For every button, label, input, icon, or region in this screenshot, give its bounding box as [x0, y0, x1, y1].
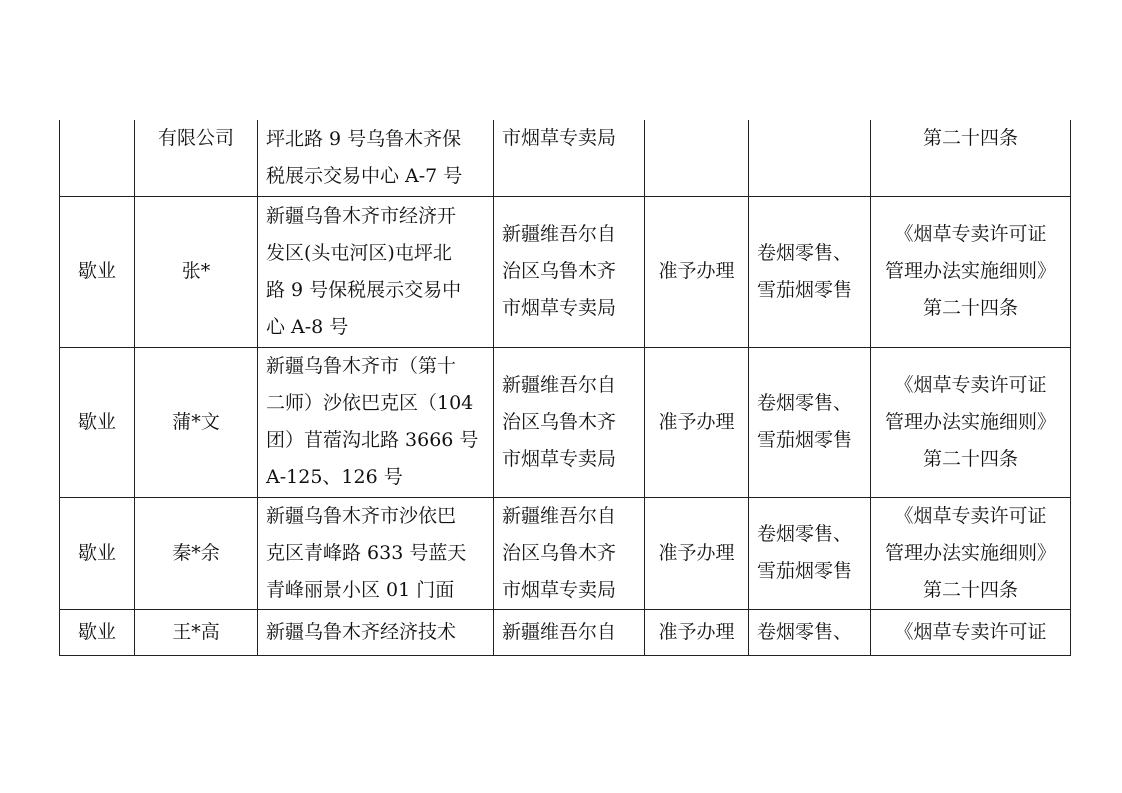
basis-line: 第二十四条 — [922, 127, 1018, 149]
basis-cell — [871, 347, 1071, 497]
authority-cell — [494, 609, 645, 655]
table-row — [60, 347, 1071, 497]
authority-line: 市烟草专卖局 — [502, 578, 617, 601]
scope-line: 雪茄烟零售 — [757, 560, 853, 582]
authority-cell — [494, 196, 645, 347]
status-cell: 歇业 — [60, 609, 135, 655]
decision-cell: 准予办理 — [645, 347, 749, 497]
name-cell: 王*高 — [135, 609, 258, 655]
basis-cell — [871, 609, 1071, 655]
address-line: 路 9 号保税展示交易中 — [266, 278, 462, 301]
authority-line: 新疆维吾尔自 — [502, 620, 617, 643]
decision-cell — [645, 120, 749, 196]
address-line: 税展示交易中心 A-7 号 — [266, 164, 463, 187]
basis-line: 第二十四条 — [922, 578, 1018, 601]
address-cell — [258, 609, 494, 655]
name-cell: 蒲*文 — [135, 347, 258, 497]
table-row — [60, 497, 1071, 609]
status-cell: 歇业 — [60, 347, 135, 497]
scope-cell — [749, 497, 871, 609]
decision-cell: 准予办理 — [645, 196, 749, 347]
basis-cell — [871, 196, 1071, 347]
status-cell: 歇业 — [60, 196, 135, 347]
basis-line: 第二十四条 — [922, 447, 1018, 470]
scope-cell — [749, 120, 871, 196]
authority-line: 市烟草专卖局 — [502, 297, 617, 319]
authority-line: 新疆维吾尔自 — [502, 223, 617, 245]
table-row — [60, 609, 1071, 655]
scope-line: 雪茄烟零售 — [757, 429, 853, 451]
address-line: 新疆乌鲁木齐市经济开 — [266, 204, 457, 227]
authority-line: 市烟草专卖局 — [502, 447, 617, 470]
address-line: 心 A-8 号 — [266, 315, 349, 338]
authority-line: 新疆维吾尔自 — [502, 373, 617, 396]
basis-line: 管理办法实施细则》 — [884, 541, 1056, 564]
basis-line: 《烟草专卖许可证 — [894, 504, 1047, 527]
authority-line: 治区乌鲁木齐 — [502, 541, 617, 564]
name-cell: 秦*余 — [135, 497, 258, 609]
status-cell: 歇业 — [60, 497, 135, 609]
address-cell — [258, 347, 494, 497]
address-cell — [258, 497, 494, 609]
scope-cell — [749, 347, 871, 497]
address-line: A-125、126 号 — [266, 466, 403, 488]
address-line: 克区青峰路 633 号蓝天 — [266, 541, 467, 564]
table-row — [60, 120, 1071, 196]
authority-cell — [494, 120, 645, 196]
scope-line: 卷烟零售、 — [757, 523, 853, 545]
address-line: 坪北路 9 号乌鲁木齐保 — [266, 127, 462, 150]
scope-line: 雪茄烟零售 — [757, 278, 853, 301]
address-line: 二师）沙依巴克区（104 — [266, 392, 474, 414]
scope-cell — [749, 609, 871, 655]
address-cell — [258, 196, 494, 347]
basis-cell — [871, 120, 1071, 196]
authority-line: 市烟草专卖局 — [502, 127, 617, 149]
address-line: 新疆乌鲁木齐市（第十 — [266, 355, 457, 377]
decision-cell: 准予办理 — [645, 609, 749, 655]
authority-line: 治区乌鲁木齐 — [502, 260, 617, 282]
scope-line: 卷烟零售、 — [757, 392, 853, 414]
name-cell: 有限公司 — [135, 120, 258, 196]
scope-line: 卷烟零售、 — [757, 241, 853, 264]
address-line: 新疆乌鲁木齐经济技术 — [266, 620, 457, 643]
status-cell — [60, 120, 135, 196]
scope-cell — [749, 196, 871, 347]
address-cell — [258, 120, 494, 196]
basis-line: 管理办法实施细则》 — [884, 260, 1056, 282]
table-row — [60, 196, 1071, 347]
license-table — [59, 120, 1071, 656]
basis-cell — [871, 497, 1071, 609]
basis-line: 《烟草专卖许可证 — [894, 373, 1047, 396]
address-line: 团）苜蓿沟北路 3666 号 — [266, 429, 479, 451]
decision-cell: 准予办理 — [645, 497, 749, 609]
basis-line: 第二十四条 — [922, 297, 1018, 319]
basis-line: 管理办法实施细则》 — [884, 410, 1056, 433]
address-line: 新疆乌鲁木齐市沙依巴 — [266, 504, 457, 527]
basis-line: 《烟草专卖许可证 — [894, 223, 1047, 245]
name-cell: 张* — [135, 196, 258, 347]
scope-line: 卷烟零售、 — [757, 620, 853, 643]
authority-cell — [494, 497, 645, 609]
authority-line: 治区乌鲁木齐 — [502, 410, 617, 433]
authority-cell — [494, 347, 645, 497]
authority-line: 新疆维吾尔自 — [502, 504, 617, 527]
basis-line: 《烟草专卖许可证 — [894, 620, 1047, 643]
address-line: 发区(头屯河区)屯坪北 — [266, 241, 452, 264]
address-line: 青峰丽景小区 01 门面 — [266, 578, 455, 601]
